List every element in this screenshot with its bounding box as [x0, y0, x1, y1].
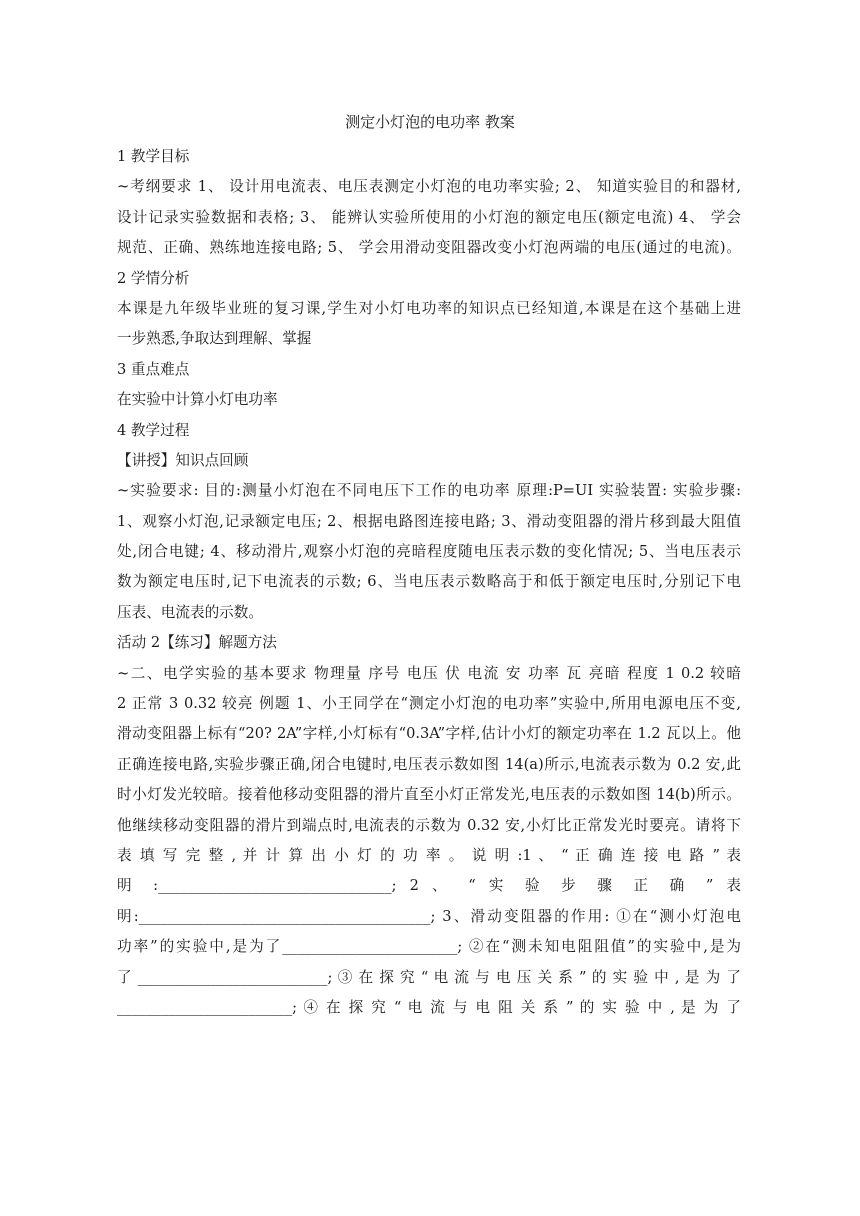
- text-line: ~二、电学实验的基本要求 物理量 序号 电压 伏 电流 安 功率 瓦 亮暗 程度 1 0.2 较暗: [117, 664, 741, 682]
- text-line: 4 教学过程: [117, 421, 190, 439]
- text-line: 表 填 写 完 整 , 并 计 算 出 小 灯 的 功 率 。 说 明 :1 、 “ 正 确 连 接 电 路 ” 表: [117, 846, 741, 864]
- text-line: 1、观察小灯泡,记录额定电压; 2、根据电路图连接电路; 3、滑动变阻器的滑片移到最大阻值: [117, 512, 741, 530]
- text-line: 2 正常 3 0.32 较亮 例题 1、小王同学在“测定小灯泡的电功率”实验中,所用电源电压不变,: [117, 695, 741, 713]
- document-body: [117, 142, 741, 1023]
- text-line: 了 __________________________; ③ 在 探 究 “ 电 流 与 电 压 关 系 ” 的 实 验 中 , 是 为 了: [117, 968, 741, 986]
- text-line: 2 学情分析: [117, 269, 190, 287]
- text-line: 活动 2【练习】解题方法: [117, 634, 277, 652]
- text-line: 明 :________________________________; 2 、 “ 实 验 步 骤 正 确 ” 表: [117, 877, 741, 895]
- text-line: 规范、正确、熟练地连接电路; 5、 学会用滑动变阻器改变小灯泡两端的电压(通过的电流)。: [117, 239, 741, 257]
- text-line: 数为额定电压时,记下电流表的示数; 6、当电压表示数略高于和低于额定电压时,分别记下电: [117, 573, 741, 591]
- text-line: 处,闭合电键; 4、移动滑片,观察小灯泡的亮暗程度随电压表示数的变化情况; 5、当电压表示: [117, 543, 741, 561]
- document-title: 测定小灯泡的电功率 教案: [345, 113, 515, 131]
- text-line: 滑动变阻器上标有“20? 2A”字样,小灯标有“0.3A”字样,估计小灯的额定功率在 1.2 瓦以上。他: [117, 725, 741, 743]
- text-line: ________________________; ④ 在 探 究 “ 电 流 与 电 阻 关 系 ” 的 实 验 中 , 是 为 了: [117, 998, 741, 1016]
- text-line: ~考纲要求 1、 设计用电流表、电压表测定小灯泡的电功率实验; 2、 知道实验目的和器材,: [117, 178, 741, 196]
- text-line: 在实验中计算小灯电功率: [117, 391, 278, 409]
- text-line: 3 重点难点: [117, 360, 190, 378]
- text-line: 功率”的实验中,是为了________________________; ②在“测未知电阻阻值”的实验中,是为: [117, 938, 741, 956]
- text-line: ~实验要求: 目的:测量小灯泡在不同电压下工作的电功率 原理:P=UI 实验装置: 实验步骤:: [117, 482, 741, 500]
- text-line: 明:________________________________________; 3、滑动变阻器的作用: ①在“测小灯泡电: [117, 907, 741, 925]
- text-line: 压表、电流表的示数。: [117, 603, 263, 621]
- text-line: 他继续移动变阻器的滑片到端点时,电流表的示数为 0.32 安,小灯比正常发光时要亮。请将下: [117, 816, 741, 834]
- text-line: 设计记录实验数据和表格; 3、 能辨认实验所使用的小灯泡的额定电压(额定电流) 4、 学会: [117, 208, 741, 226]
- text-line: 1 教学目标: [117, 148, 190, 165]
- text-line: 【讲授】知识点回顾: [117, 451, 249, 469]
- text-line: 本课是九年级毕业班的复习课,学生对小灯电功率的知识点已经知道,本课是在这个基础上进: [117, 299, 741, 317]
- text-line: 正确连接电路,实验步骤正确,闭合电键时,电压表示数如图 14(a)所示,电流表示数为 0.2 安,此: [117, 755, 741, 773]
- text-line: 时小灯发光较暗。接着他移动变阻器的滑片直至小灯正常发光,电压表的示数如图 14(b)所示。: [117, 786, 741, 804]
- text-line: 一步熟悉,争取达到理解、掌握: [117, 330, 312, 348]
